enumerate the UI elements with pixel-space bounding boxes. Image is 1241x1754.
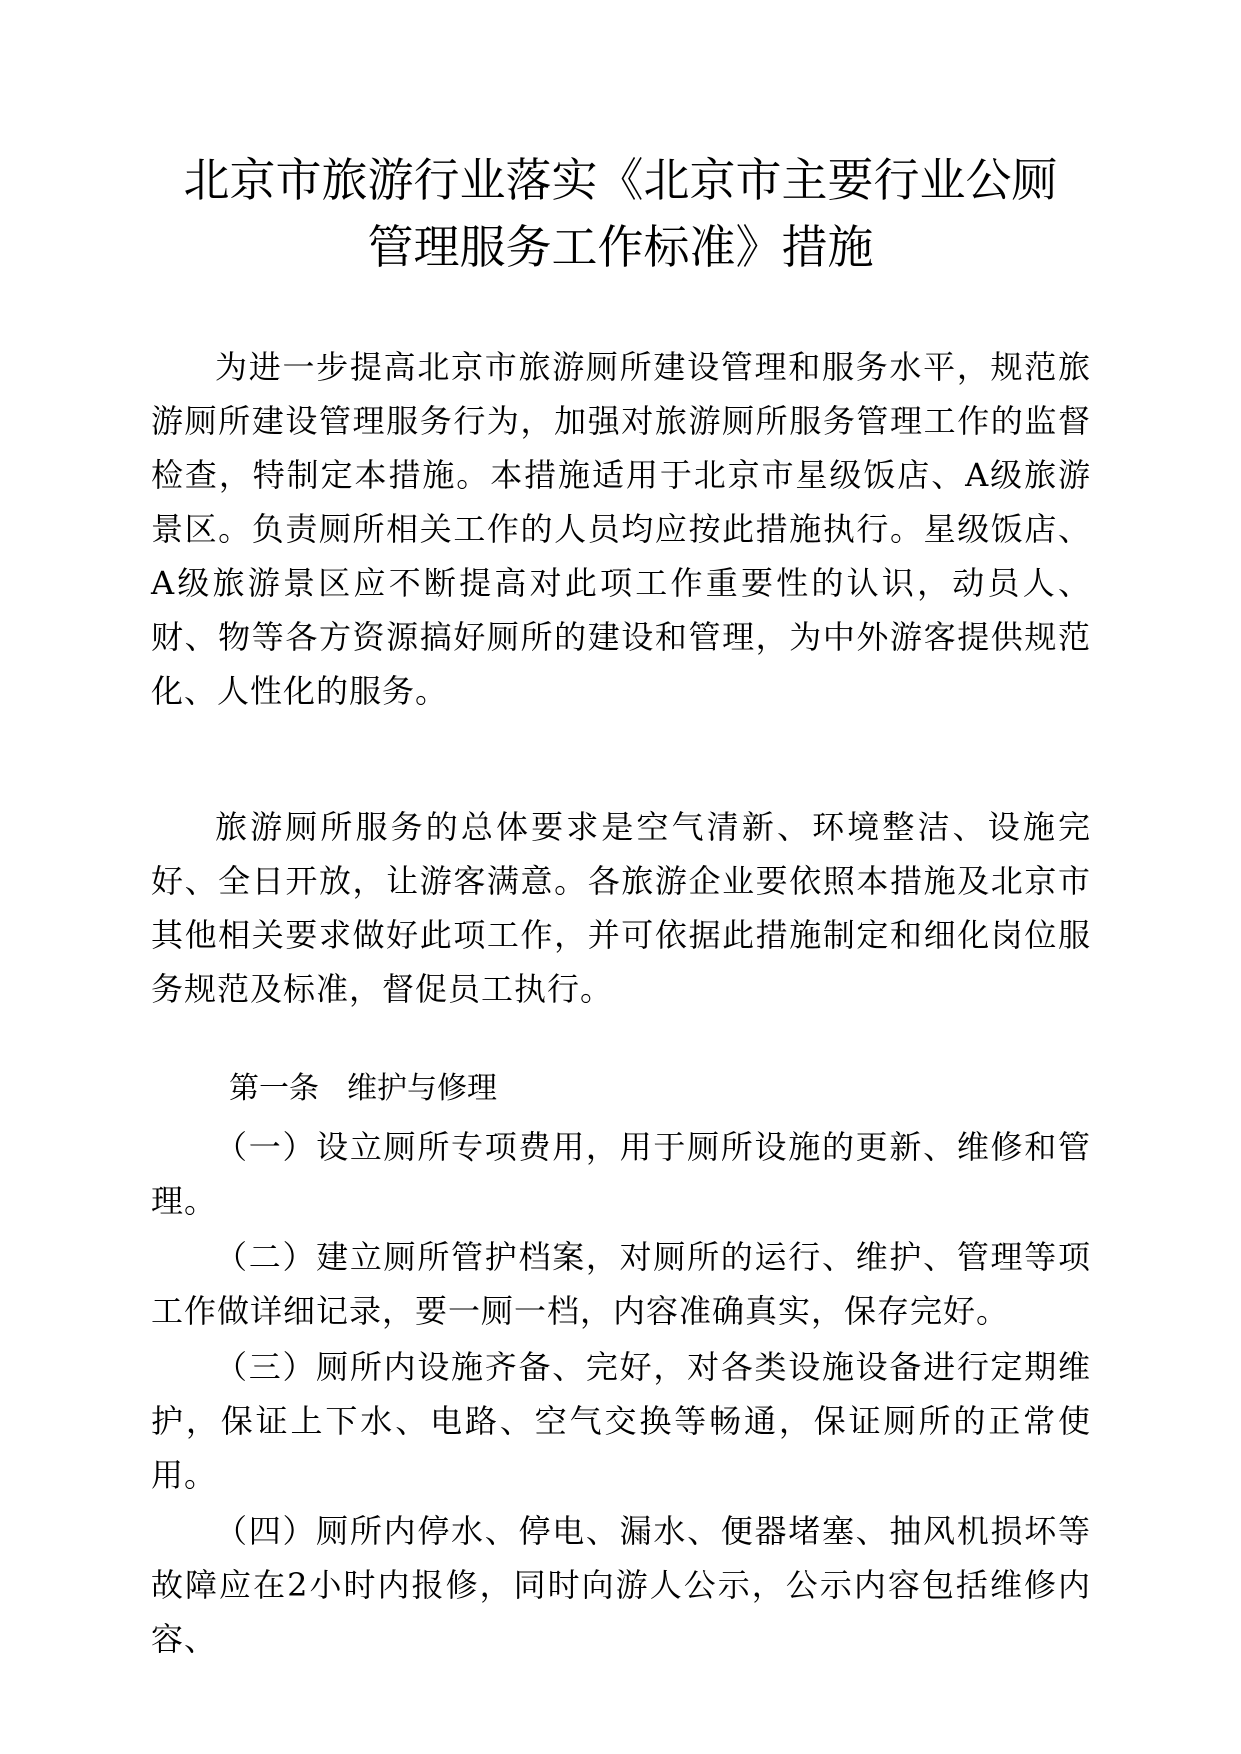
requirements-paragraph-block xyxy=(151,800,1091,1016)
intro-paragraph: 为进一步提高北京市旅游厕所建设管理和服务水平，规范旅游厕所建设管理服务行为，加强对旅游厕所服务管理工作的监督检查，特制定本措施。本措施适用于北京市星级饭店、A级旅游景区。负责厕所相关工作的人员均应按此措施执行。星级饭店、A级旅游景区应不断提高对此项工作重要性的认识，动员人、财、物等各方资源搞好厕所的建设和管理，为中外游客提供规范化、人性化的服务。 xyxy=(151,348,1091,710)
section-item: （三）厕所内设施齐备、完好，对各类设施设备进行定期维护，保证上下水、电路、空气交换等畅通，保证厕所的正常使用。 xyxy=(151,1348,1091,1494)
requirements-paragraph: 旅游厕所服务的总体要求是空气清新、环境整洁、设施完好、全日开放，让游客满意。各旅游企业要依照本措施及北京市其他相关要求做好此项工作，并可依据此措施制定和细化岗位服务规范及标准，督促员工执行。 xyxy=(151,808,1091,1008)
document-title-line-2: 管理服务工作标准》措施 xyxy=(367,220,874,274)
section-item: （四）厕所内停水、停电、漏水、便器堵塞、抽风机损坏等故障应在2小时内报修，同时向游人公示，公示内容包括维修内容、 xyxy=(151,1512,1091,1658)
section-title: 维护与修理 xyxy=(347,1071,497,1106)
section-heading xyxy=(229,1069,497,1109)
section-number: 第一条 xyxy=(229,1071,319,1106)
intro-paragraph-block xyxy=(151,340,1091,718)
section-item: （一）设立厕所专项费用，用于厕所设施的更新、维修和管理。 xyxy=(151,1128,1091,1220)
section-items xyxy=(151,1120,1091,1666)
document-title-line-1: 北京市旅游行业落实《北京市主要行业公厕 xyxy=(183,153,1058,207)
section-item: （二）建立厕所管护档案，对厕所的运行、维护、管理等项工作做详细记录，要一厕一档，内容准确真实，保存完好。 xyxy=(151,1238,1091,1330)
